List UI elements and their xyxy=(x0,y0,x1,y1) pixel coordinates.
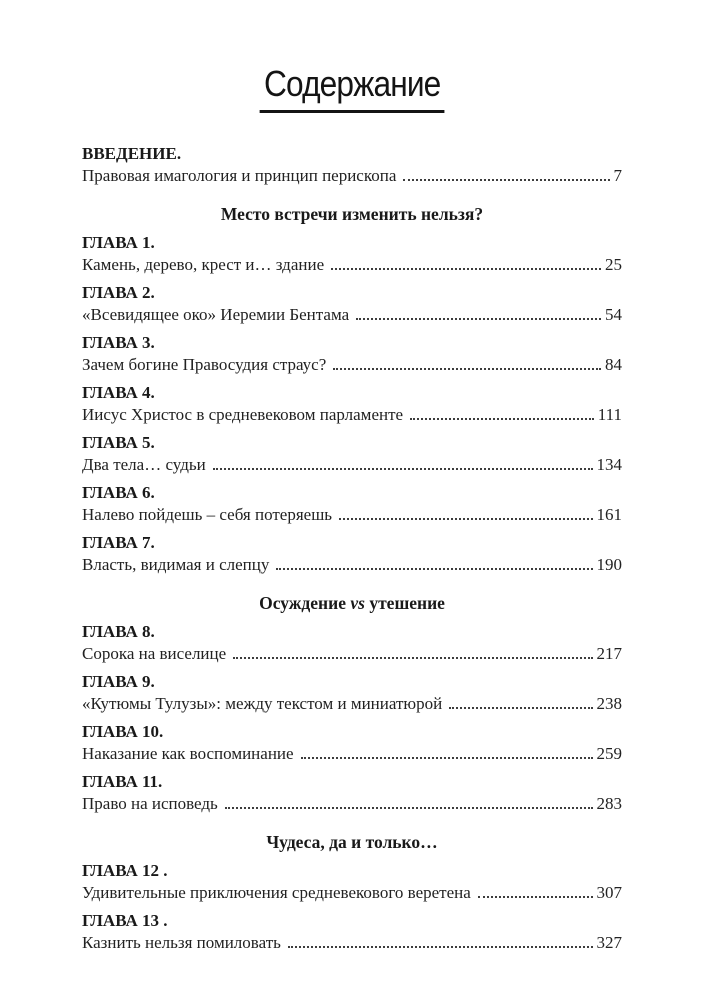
chapter-label: ГЛАВА 12 . xyxy=(82,860,168,880)
dot-leader xyxy=(449,707,592,709)
toc-entry-row xyxy=(82,304,622,325)
section-heading xyxy=(82,831,622,853)
chapter-title: Удивительные приключения средневекового веретена xyxy=(82,882,471,902)
dot-leader xyxy=(225,807,593,809)
chapter-title: Казнить нельзя помиловать xyxy=(82,932,281,952)
toc-entry-row xyxy=(82,554,622,575)
page-number: 238 xyxy=(596,693,622,713)
dot-leader xyxy=(333,368,601,370)
page-number: 283 xyxy=(596,793,622,813)
section-heading-text: утешение xyxy=(364,592,445,613)
toc-entry-row xyxy=(82,404,622,425)
section-heading-text: Место встречи изменить нельзя? xyxy=(220,203,484,224)
toc-entry xyxy=(82,232,622,275)
chapter-title: Право на исповедь xyxy=(82,793,218,813)
chapter-label: ГЛАВА 8. xyxy=(82,621,155,641)
toc-entry xyxy=(82,771,622,814)
toc-entry-row xyxy=(82,165,622,186)
chapter-title: Правовая имагология и принцип перископа xyxy=(82,165,397,185)
chapter-title: Налево пойдешь – себя потеряешь xyxy=(82,504,333,524)
dot-leader xyxy=(301,757,593,759)
toc-entry xyxy=(82,482,622,525)
toc-entry-row xyxy=(82,354,622,375)
dot-leader xyxy=(403,179,609,181)
dot-leader xyxy=(233,657,592,659)
title-wrap xyxy=(82,64,622,113)
chapter-label: ГЛАВА 6. xyxy=(82,482,155,502)
chapter-title: Сорока на виселице xyxy=(82,643,227,663)
chapter-label: ГЛАВА 4. xyxy=(82,382,155,402)
dot-leader xyxy=(339,518,592,520)
chapter-label: ГЛАВА 7. xyxy=(82,532,155,552)
toc-entry-row xyxy=(82,743,622,764)
toc-entry xyxy=(82,282,622,325)
chapter-title: «Всевидящее око» Иеремии Бентама xyxy=(82,304,350,324)
toc-entry xyxy=(82,332,622,375)
toc-entry xyxy=(82,721,622,764)
chapter-label: ГЛАВА 1. xyxy=(82,232,155,252)
section-heading xyxy=(82,592,622,614)
chapter-label: ГЛАВА 2. xyxy=(82,282,155,302)
toc-entry-intro xyxy=(82,143,622,186)
section-heading-text: Осуждение xyxy=(259,592,351,613)
section-heading-text: Чудеса, да и только… xyxy=(266,831,438,852)
chapter-label: ГЛАВА 9. xyxy=(82,671,155,691)
page-number: 161 xyxy=(596,504,622,524)
chapter-label: ВВЕДЕНИЕ. xyxy=(82,143,182,163)
toc-entry xyxy=(82,532,622,575)
chapter-title: Власть, видимая и слепцу xyxy=(82,554,270,574)
page-title: Содержание xyxy=(259,64,444,113)
toc-entry-row xyxy=(82,793,622,814)
toc-entry xyxy=(82,382,622,425)
dot-leader xyxy=(410,418,594,420)
toc-entry-row xyxy=(82,454,622,475)
page-number: 134 xyxy=(596,454,622,474)
chapter-label: ГЛАВА 11. xyxy=(82,771,163,791)
chapter-label: ГЛАВА 10. xyxy=(82,721,164,741)
dot-leader xyxy=(213,468,593,470)
dot-leader xyxy=(478,896,593,898)
toc-entry-row xyxy=(82,643,622,664)
page-number: 25 xyxy=(605,254,622,274)
page-number: 111 xyxy=(597,404,622,424)
page-number: 84 xyxy=(605,354,622,374)
toc-entry-row xyxy=(82,932,622,953)
chapter-title: Зачем богине Правосудия страус? xyxy=(82,354,327,374)
section-heading xyxy=(82,203,622,225)
dot-leader xyxy=(288,946,593,948)
page-number: 54 xyxy=(605,304,622,324)
page-number: 307 xyxy=(596,882,622,902)
toc-entry xyxy=(82,432,622,475)
page-number: 217 xyxy=(596,643,622,663)
chapter-title: Наказание как воспоминание xyxy=(82,743,294,763)
toc-entry-row xyxy=(82,693,622,714)
chapter-title: Иисус Христос в средневековом парламенте xyxy=(82,404,404,424)
page-number: 190 xyxy=(596,554,622,574)
toc-entry-row xyxy=(82,882,622,903)
toc-entry-row xyxy=(82,504,622,525)
toc-entry xyxy=(82,671,622,714)
section-heading-italic: vs xyxy=(350,592,365,613)
chapter-title: «Кутюмы Тулузы»: между текстом и миниатюрой xyxy=(82,693,443,713)
page-number: 7 xyxy=(613,165,622,185)
chapter-label: ГЛАВА 3. xyxy=(82,332,155,352)
dot-leader xyxy=(276,568,592,570)
toc-entry xyxy=(82,621,622,664)
dot-leader xyxy=(331,268,601,270)
chapter-title: Камень, дерево, крест и… здание xyxy=(82,254,325,274)
page-number: 327 xyxy=(596,932,622,952)
toc-entry xyxy=(82,910,622,953)
page-number: 259 xyxy=(596,743,622,763)
toc-entry xyxy=(82,860,622,903)
chapter-label: ГЛАВА 13 . xyxy=(82,910,168,930)
toc-entry-row xyxy=(82,254,622,275)
dot-leader xyxy=(356,318,601,320)
chapter-title: Два тела… судьи xyxy=(82,454,206,474)
chapter-label: ГЛАВА 5. xyxy=(82,432,155,452)
